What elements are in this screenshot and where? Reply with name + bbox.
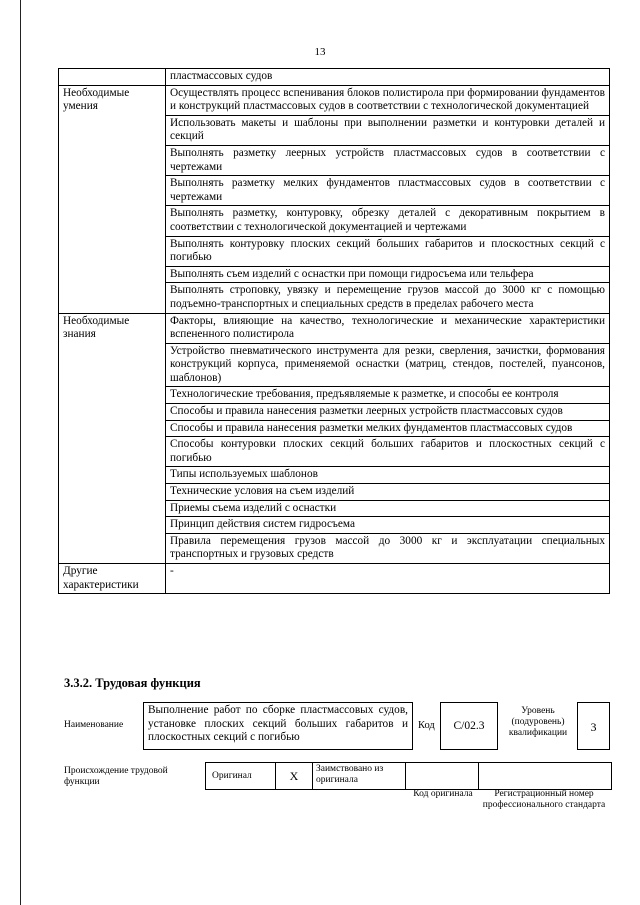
continuation-cell: пластмассовых судов bbox=[166, 69, 610, 86]
table-row bbox=[206, 763, 612, 790]
name-value: Выполнение работ по сборке пластмассовых судов, установке плоских секций больших габаритов и плоскостных секций с погибью bbox=[143, 702, 413, 750]
knowledge-item: Устройство пневматического инструмента для резки, сверления, зачистки, формования конструкций корпуса, применяемой оснастки (матриц, стендов, постелей, пуансонов, шаблонов) bbox=[166, 343, 610, 387]
knowledge-item: Способы контуровки плоских секций больших габаритов и плоскостных секций с погибью bbox=[166, 437, 610, 467]
name-label: Наименование bbox=[64, 720, 124, 730]
code-original-cell bbox=[406, 763, 479, 790]
skill-item: Использовать макеты и шаблоны при выполнении разметки и контуровки деталей и секций bbox=[166, 115, 610, 145]
knowledge-label: Необходимые знания bbox=[59, 313, 166, 564]
original-mark: X bbox=[276, 763, 313, 790]
reg-number-cell bbox=[479, 763, 612, 790]
knowledge-item: Правила перемещения грузов массой до 3000 кг и эксплуатации специальных транспортных и грузовых средств bbox=[166, 533, 610, 563]
origin-label: Происхождение трудовой функции bbox=[64, 766, 168, 787]
origin-table bbox=[205, 762, 612, 790]
requirements-table bbox=[58, 68, 610, 594]
level-label: Уровень (подуровень) квалификации bbox=[508, 706, 568, 738]
other-value: - bbox=[166, 564, 610, 594]
section-title: 3.3.2. Трудовая функция bbox=[64, 676, 201, 690]
knowledge-item: Приемы съема изделий с оснастки bbox=[166, 500, 610, 517]
page-number: 13 bbox=[314, 46, 326, 58]
skill-item: Выполнять разметку леерных устройств пластмассовых судов в соответствии с чертежами bbox=[166, 145, 610, 175]
reg-number-caption: Регистрационный номер профессионального стандарта bbox=[482, 789, 606, 810]
level-value: 3 bbox=[577, 702, 610, 750]
original-cell: Оригинал bbox=[206, 763, 276, 790]
knowledge-item: Способы и правила нанесения разметки леерных устройств пластмассовых судов bbox=[166, 404, 610, 421]
knowledge-item: Типы используемых шаблонов bbox=[166, 467, 610, 484]
skill-item: Выполнять съем изделий с оснастки при помощи гидросъема или тельфера bbox=[166, 266, 610, 283]
table-row bbox=[59, 69, 610, 86]
knowledge-item: Технологические требования, предъявляемые к разметке, и способы ее контроля bbox=[166, 387, 610, 404]
skills-label: Необходимые умения bbox=[59, 85, 166, 313]
code-label: Код bbox=[418, 720, 435, 731]
knowledge-item: Способы и правила нанесения разметки мелких фундаментов пластмассовых судов bbox=[166, 420, 610, 437]
other-label: Другие характеристики bbox=[59, 564, 166, 594]
page-edge-line bbox=[20, 0, 21, 905]
skill-item: Выполнять контуровку плоских секций больших габаритов и плоскостных секций с погибью bbox=[166, 236, 610, 266]
table-row bbox=[59, 85, 610, 115]
code-original-caption: Код оригинала bbox=[413, 789, 473, 799]
knowledge-item: Технические условия на съем изделий bbox=[166, 484, 610, 501]
skill-item: Выполнять разметку, контуровку, обрезку деталей с декоративным покрытием в соответствии с технологической документацией и чертежами bbox=[166, 206, 610, 236]
borrowed-cell: Заимствовано из оригинала bbox=[313, 763, 406, 790]
table-row bbox=[59, 313, 610, 343]
skill-item: Выполнять разметку мелких фундаментов пластмассовых судов в соответствии с чертежами bbox=[166, 176, 610, 206]
knowledge-item: Принцип действия систем гидросъема bbox=[166, 517, 610, 534]
knowledge-item: Факторы, влияющие на качество, технологические и механические характеристики вспененного полистирола bbox=[166, 313, 610, 343]
skill-item: Выполнять строповку, увязку и перемещение грузов массой до 3000 кг с помощью подъемно-транспортных и специальных средств в пределах рабочего места bbox=[166, 283, 610, 313]
code-value: С/02.3 bbox=[440, 702, 498, 750]
table-row bbox=[59, 564, 610, 594]
skill-item: Осуществлять процесс вспенивания блоков полистирола при формировании фундаментов и конструкций пластмассовых судов в соответствии с технологической документацией bbox=[166, 85, 610, 115]
